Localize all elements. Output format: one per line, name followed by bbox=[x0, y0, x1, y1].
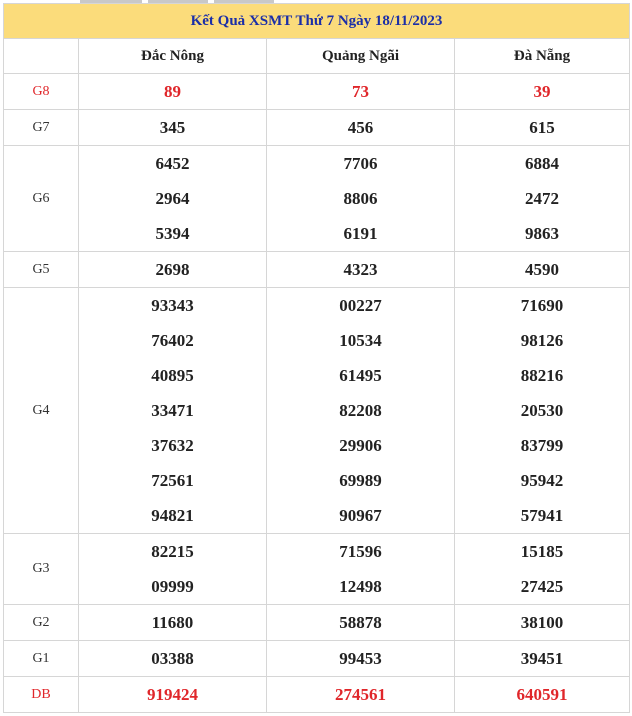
result-number: 12498 bbox=[339, 577, 382, 596]
result-number: 93343 bbox=[151, 296, 194, 315]
result-number: 456 bbox=[347, 118, 374, 137]
result-number: 03388 bbox=[151, 649, 194, 668]
result-number: 6191 bbox=[343, 224, 378, 243]
result-number: 7706 bbox=[343, 154, 378, 173]
result-number: 39 bbox=[533, 82, 551, 101]
result-number: 8806 bbox=[343, 189, 378, 208]
province-header-row bbox=[4, 39, 630, 74]
result-number: 919424 bbox=[147, 685, 198, 704]
prize-row-g1 bbox=[4, 641, 630, 677]
prize-row-g8 bbox=[4, 74, 630, 110]
prize-label: G3 bbox=[4, 534, 79, 605]
result-cell bbox=[455, 605, 630, 641]
result-number: 29906 bbox=[339, 436, 382, 455]
result-cell bbox=[79, 534, 267, 605]
result-number: 2698 bbox=[155, 260, 190, 279]
prize-label: G2 bbox=[4, 605, 79, 641]
prize-row-g6 bbox=[4, 146, 630, 252]
result-number: 37632 bbox=[151, 436, 194, 455]
result-cell bbox=[267, 110, 455, 146]
result-number: 11680 bbox=[151, 613, 194, 632]
result-number: 27425 bbox=[520, 577, 564, 596]
result-number: 2964 bbox=[155, 189, 190, 208]
result-number: 69989 bbox=[339, 471, 382, 490]
result-number: 274561 bbox=[335, 685, 386, 704]
prize-label: G7 bbox=[4, 110, 79, 146]
result-number: 2472 bbox=[525, 189, 559, 208]
result-number: 90967 bbox=[339, 506, 382, 525]
result-number: 345 bbox=[159, 118, 186, 137]
result-number: 73 bbox=[352, 82, 369, 101]
result-cell bbox=[267, 74, 455, 110]
prize-label: G1 bbox=[4, 641, 79, 677]
prize-row-g7 bbox=[4, 110, 630, 146]
result-number: 39451 bbox=[520, 649, 564, 668]
result-number: 95942 bbox=[520, 471, 564, 490]
result-number: 89 bbox=[164, 82, 181, 101]
result-number: 640591 bbox=[516, 685, 568, 704]
result-cell bbox=[79, 677, 267, 713]
result-number: 61495 bbox=[339, 366, 382, 385]
table-title: Kết Quả XSMT Thứ 7 Ngày 18/11/2023 bbox=[4, 4, 630, 39]
result-cell bbox=[455, 677, 630, 713]
result-number: 09999 bbox=[151, 577, 194, 596]
result-number: 71596 bbox=[339, 542, 382, 561]
result-cell bbox=[267, 146, 455, 252]
province-name: Quảng Ngãi bbox=[267, 39, 455, 74]
result-number: 9863 bbox=[525, 224, 559, 243]
result-cell bbox=[79, 146, 267, 252]
province-name: Đà Nẵng bbox=[455, 39, 630, 74]
result-number: 10534 bbox=[339, 331, 382, 350]
result-number: 99453 bbox=[339, 649, 382, 668]
result-cell bbox=[79, 641, 267, 677]
result-cell bbox=[79, 110, 267, 146]
result-number: 20530 bbox=[520, 401, 564, 420]
prize-row-g3 bbox=[4, 534, 630, 605]
result-cell bbox=[79, 605, 267, 641]
result-number: 00227 bbox=[339, 296, 382, 315]
result-number: 15185 bbox=[520, 542, 564, 561]
prize-label: G4 bbox=[4, 288, 79, 534]
lottery-results-table bbox=[3, 3, 630, 713]
prize-label: G6 bbox=[4, 146, 79, 252]
result-cell bbox=[79, 288, 267, 534]
result-number: 40895 bbox=[151, 366, 194, 385]
result-number: 33471 bbox=[151, 401, 194, 420]
result-cell bbox=[79, 252, 267, 288]
province-name: Đắc Nông bbox=[79, 39, 267, 74]
prize-label: G5 bbox=[4, 252, 79, 288]
result-number: 615 bbox=[529, 118, 555, 137]
result-number: 6884 bbox=[525, 154, 559, 173]
result-cell bbox=[79, 74, 267, 110]
prize-row-db bbox=[4, 677, 630, 713]
result-cell bbox=[267, 677, 455, 713]
result-cell bbox=[267, 534, 455, 605]
result-number: 6452 bbox=[155, 154, 190, 173]
prize-row-g2 bbox=[4, 605, 630, 641]
result-number: 94821 bbox=[151, 506, 194, 525]
result-cell bbox=[455, 252, 630, 288]
result-number: 58878 bbox=[339, 613, 382, 632]
title-row bbox=[4, 4, 630, 39]
result-cell bbox=[455, 641, 630, 677]
result-number: 72561 bbox=[151, 471, 194, 490]
result-cell bbox=[455, 110, 630, 146]
prize-label: G8 bbox=[4, 74, 79, 110]
result-number: 76402 bbox=[151, 331, 194, 350]
result-number: 57941 bbox=[520, 506, 564, 525]
corner-cell bbox=[4, 39, 79, 74]
prize-row-g5 bbox=[4, 252, 630, 288]
result-number: 38100 bbox=[520, 613, 564, 632]
result-number: 71690 bbox=[520, 296, 564, 315]
result-number: 83799 bbox=[520, 436, 564, 455]
result-number: 5394 bbox=[155, 224, 190, 243]
result-number: 4323 bbox=[343, 260, 378, 279]
result-cell bbox=[267, 641, 455, 677]
result-cell bbox=[455, 146, 630, 252]
result-number: 82208 bbox=[339, 401, 382, 420]
prize-label: DB bbox=[4, 677, 79, 713]
result-cell bbox=[455, 288, 630, 534]
prize-row-g4 bbox=[4, 288, 630, 534]
result-cell bbox=[267, 288, 455, 534]
result-cell bbox=[267, 252, 455, 288]
result-number: 82215 bbox=[151, 542, 194, 561]
result-number: 98126 bbox=[520, 331, 564, 350]
result-number: 88216 bbox=[520, 366, 564, 385]
result-cell bbox=[455, 74, 630, 110]
result-number: 4590 bbox=[525, 260, 559, 279]
result-cell bbox=[455, 534, 630, 605]
result-cell bbox=[267, 605, 455, 641]
